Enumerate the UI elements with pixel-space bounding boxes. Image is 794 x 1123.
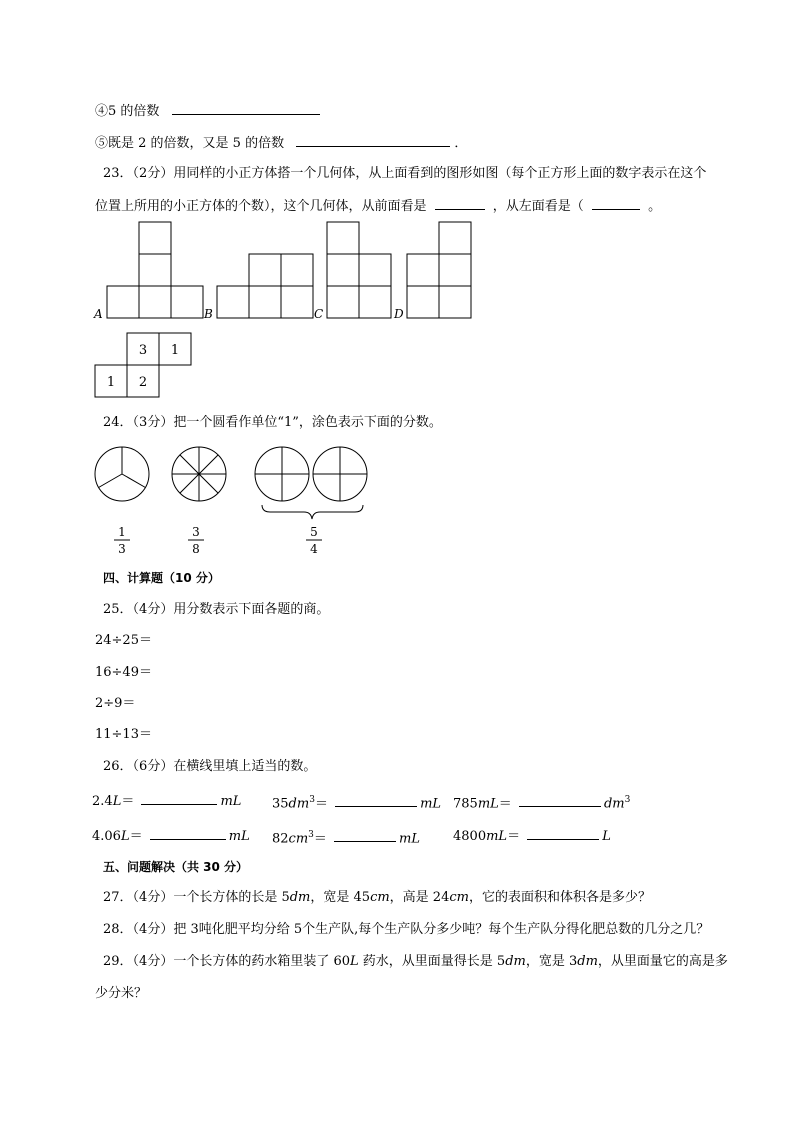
option-a-label: A [94, 307, 103, 321]
top-view-number: 1 [106, 375, 116, 390]
q23-line-1: 23．（2分）用同样的小正方体搭一个几何体，从上面看到的图形如图（每个正方形上面的数字表示在这个 [103, 166, 707, 181]
circle-quarters-1[interactable] [255, 447, 309, 501]
answer-blank[interactable] [334, 828, 396, 842]
q26-row2-col1: 4.06L＝ mL [92, 826, 250, 846]
q25-item: 16÷49＝ [95, 665, 152, 680]
answer-blank[interactable] [335, 793, 417, 807]
section-5-title: 五、问题解决（共 30 分） [103, 860, 249, 874]
fraction-numerator: 3 [192, 525, 200, 539]
q23-line-2: 位置上所用的小正方体的个数），这个几何体，从前面看是 ，从左面看是（ 。 [95, 196, 661, 216]
item-end: ． [454, 136, 468, 151]
fraction-denominator: 4 [310, 542, 318, 556]
q26-row2-col3: 4800mL＝ L [453, 826, 611, 846]
circle-eighths[interactable] [172, 447, 226, 501]
q26-row1-col1: 2.4L＝ mL [92, 791, 241, 811]
option-d-label: D [394, 307, 404, 321]
fraction-numerator: 5 [310, 525, 318, 539]
q24-text: 24．（3分）把一个圆看作单位“1”，涂色表示下面的分数。 [103, 415, 442, 430]
q26-text: 26．（6分）在横线里填上适当的数。 [103, 759, 317, 774]
q25-item: 11÷13＝ [95, 727, 152, 742]
top-view-number: 3 [138, 343, 148, 358]
answer-blank[interactable] [519, 793, 601, 807]
q29-line-2: 少分米？ [95, 986, 148, 1001]
q25-item: 2÷9＝ [95, 696, 136, 711]
item-number: ⑤ [95, 136, 109, 151]
section-4-title: 四、计算题（10 分） [103, 571, 220, 585]
option-c-label: C [314, 307, 324, 321]
q26-row1-col3: $785mL= dm^3$ [453, 795, 631, 812]
circle-quarters-2[interactable] [313, 447, 367, 501]
item-text: 5 的倍数 [108, 104, 160, 119]
answer-blank[interactable] [150, 826, 226, 840]
q27-text: 27．（4分）一个长方体的长是 5dm，宽是 45cm，高是 24cm，它的表面积和体积各是多少？ [103, 890, 651, 905]
item-text: 既是 2 的倍数，又是 5 的倍数 [108, 136, 285, 151]
brace-icon [262, 505, 363, 519]
fraction-numerator: 1 [118, 525, 126, 539]
q25-text: 25．（4分）用分数表示下面各题的商。 [103, 602, 330, 617]
q29-text: 29．（4分）一个长方体的药水箱里装了 60L 药水，从里面量得长是 5dm，宽是 3dm，从里面量它的高是多 [103, 954, 728, 969]
q26-row1-col2: $35dm^3=$ mL [272, 795, 442, 812]
top-view-number: 2 [138, 375, 148, 390]
answer-blank[interactable] [527, 826, 599, 840]
fraction-denominator: 3 [118, 542, 126, 556]
option-b-label: B [204, 307, 213, 321]
answer-blank[interactable] [141, 791, 217, 805]
item-number: ④ [95, 104, 109, 119]
circle-thirds[interactable] [95, 447, 149, 501]
fraction-denominator: 8 [192, 542, 200, 556]
q25-item: 24÷25＝ [95, 633, 152, 648]
q26-row2-col2: $82cm^3=$ mL [272, 830, 421, 847]
q28-text: 28．（4分）把 3吨化肥平均分给 5个生产队,每个生产队分多少吨？每个生产队分得化肥总数的几分之几？ [103, 922, 710, 937]
top-view-number: 1 [170, 343, 180, 358]
